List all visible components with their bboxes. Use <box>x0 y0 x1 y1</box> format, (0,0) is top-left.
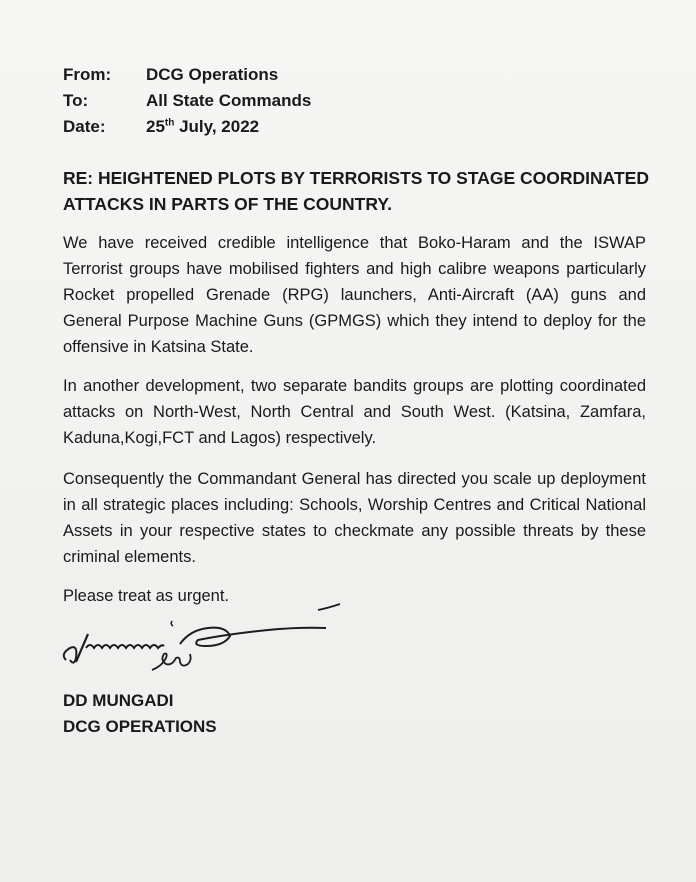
date-row <box>63 114 311 140</box>
to-label: To: <box>63 91 89 110</box>
paragraph-bandits: In another development, two separate bandits groups are plotting coordinated attacks on North-West, North Central and South West. (Katsina, Zamfara, Kaduna,Kogi,FCT and Lagos) respectively. <box>63 377 646 447</box>
date-day: 25 <box>146 117 165 136</box>
paragraph-urgent: Please treat as urgent. <box>63 587 230 605</box>
memo-header <box>63 62 311 140</box>
signatory-name: DD MUNGADI <box>63 691 174 710</box>
from-label: From: <box>63 65 112 84</box>
date-month-year: July, 2022 <box>174 117 260 136</box>
signatory-block <box>63 688 217 740</box>
date-suffix: th <box>164 117 175 129</box>
memo-subject: RE: HEIGHTENED PLOTS BY TERRORISTS TO STAGE COORDINATED ATTACKS IN PARTS OF THE COUNTRY. <box>63 168 649 214</box>
paragraph-directive: Consequently the Commandant General has directed you scale up deployment in all strategic places including: Schools, Worship Centres and Critical National Assets in your respective states to checkmate any possible threats by these criminal elements. <box>63 470 646 566</box>
to-row <box>63 88 311 114</box>
handwritten-signature <box>60 600 360 695</box>
date-value <box>146 117 259 137</box>
from-row <box>63 62 311 88</box>
date-label: Date: <box>63 117 106 136</box>
signatory-title: DCG OPERATIONS <box>63 717 217 736</box>
from-value: DCG Operations <box>146 65 279 84</box>
paragraph-intelligence: We have received credible intelligence that Boko-Haram and the ISWAP Terrorist groups have mobilised fighters and high calibre weapons particularly Rocket propelled Grenade (RPG) launchers, Anti-Aircraft (AA) guns and General Purpose Machine Guns (GPMGS) which they intend to deploy for the offensive in Katsina State. <box>63 234 646 356</box>
to-value: All State Commands <box>146 91 312 110</box>
